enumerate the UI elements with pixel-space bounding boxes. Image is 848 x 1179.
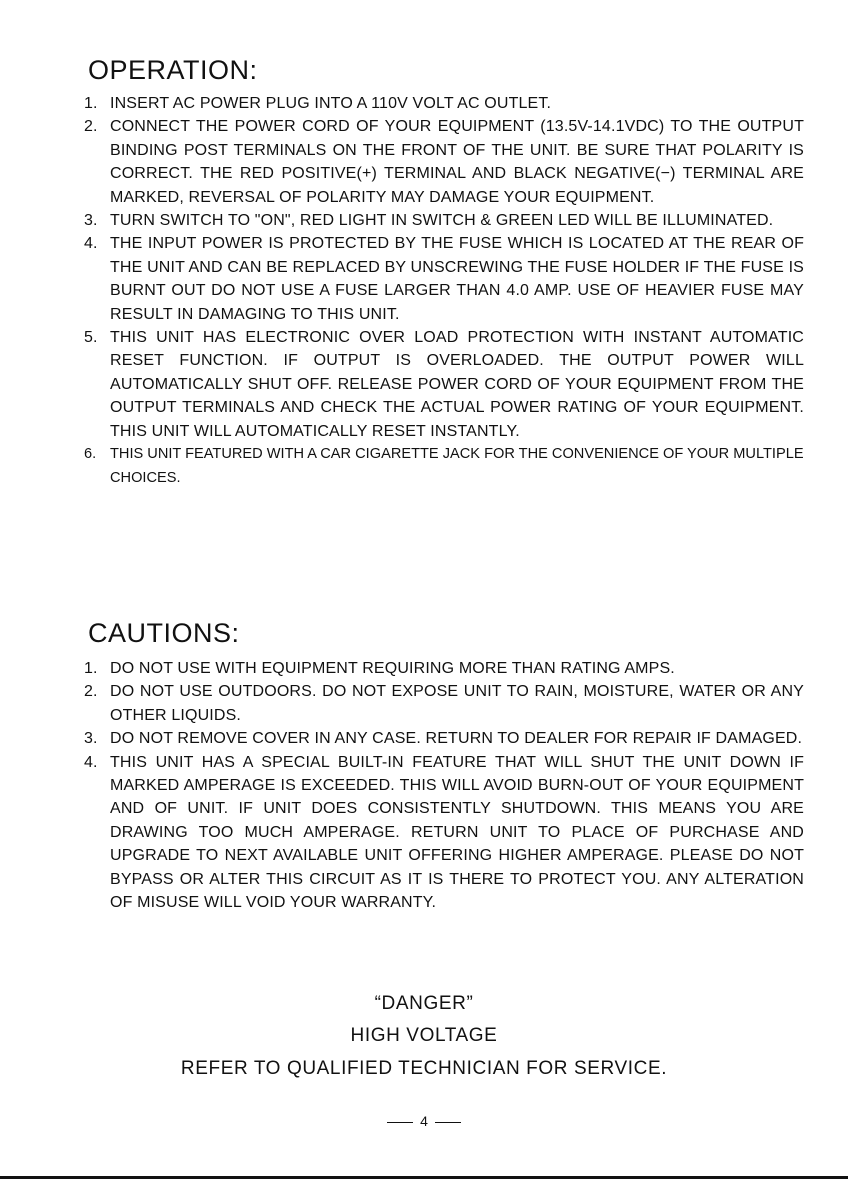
item-text: CONNECT THE POWER CORD OF YOUR EQUIPMENT (13.5V-14.1VDC) TO THE OUTPUT BINDING POST TERMINALS ON THE FRONT OF THE UNIT. BE SURE THAT POLARITY IS CORRECT. THE RED POSITIVE(+) TERMINAL AND BLACK NEGATIVE(−) TERMINAL ARE MARKED, REVERSAL OF POLARITY MAY DAMAGE YOUR EQUIPMENT. — [110, 118, 804, 206]
item-text: THE INPUT POWER IS PROTECTED BY THE FUSE WHICH IS LOCATED AT THE REAR OF THE UNIT AND CAN BE REPLACED BY UNSCREWING THE FUSE HOLDER IF THE FUSE IS BURNT OUT DO NOT USE A FUSE LARGER THAN 4.0 AMP. USE OF HEAVIER FUSE MAY RESULT IN DAMAGING TO THIS UNIT. — [110, 235, 804, 323]
caution-item-2 — [84, 680, 804, 727]
item-text: TURN SWITCH TO "ON", RED LIGHT IN SWITCH & GREEN LED WILL BE ILLUMINATED. — [110, 212, 774, 230]
rule-right — [435, 1122, 461, 1123]
operation-item-2 — [84, 115, 804, 209]
item-text: THIS UNIT HAS A SPECIAL BUILT-IN FEATURE THAT WILL SHUT THE UNIT DOWN IF MARKED AMPERAGE IS EXCEEDED. THIS WILL AVOID BURN-OUT OF YOUR EQUIPMENT AND OF UNIT. IF UNIT DOES CONSISTENTLY SHUTDOWN. THIS MEANS YOU ARE DRAWING TOO MUCH AMPERAGE. RETURN UNIT TO PLACE OF PURCHASE AND UPGRADE TO NEXT AVAILABLE UNIT OFFERING HIGHER AMPERAGE. PLEASE DO NOT BYPASS OR ALTER THIS CIRCUIT AS IT IS THERE TO PROTECT YOU. ANY ALTERATION OF MISUSE WILL VOID YOUR WARRANTY. — [110, 753, 804, 912]
page-number-value: 4 — [420, 1113, 428, 1129]
caution-item-1 — [84, 657, 804, 680]
item-text: DO NOT USE OUTDOORS. DO NOT EXPOSE UNIT TO RAIN, MOISTURE, WATER OR ANY OTHER LIQUIDS. — [110, 683, 804, 724]
item-number: 1. — [84, 95, 98, 112]
item-number: 4. — [84, 235, 98, 253]
item-text: INSERT AC POWER PLUG INTO A 110V VOLT AC OUTLET. — [110, 95, 552, 112]
caution-item-3 — [84, 727, 804, 750]
operation-item-1 — [84, 92, 804, 115]
item-text: DO NOT REMOVE COVER IN ANY CASE. RETURN TO DEALER FOR REPAIR IF DAMAGED. — [110, 730, 803, 748]
operation-list — [84, 92, 804, 490]
operation-item-6 — [84, 443, 804, 490]
operation-item-4 — [84, 232, 804, 326]
page-number — [0, 1113, 848, 1129]
cautions-list — [84, 657, 804, 914]
item-text: THIS UNIT HAS ELECTRONIC OVER LOAD PROTECTION WITH INSTANT AUTOMATIC RESET FUNCTION. IF OUTPUT IS OVERLOADED. THE OUTPUT POWER WILL AUTOMATICALLY SHUT OFF. RELEASE POWER CORD OF YOUR EQUIPMENT FROM THE OUTPUT TERMINALS AND CHECK THE ACTUAL POWER RATING OF YOUR EQUIPMENT. THIS UNIT WILL AUTOMATICALLY RESET INSTANTLY. — [110, 329, 804, 440]
cautions-heading: CAUTIONS: — [88, 618, 240, 648]
operation-item-5 — [84, 326, 804, 443]
item-number: 3. — [84, 212, 98, 230]
item-number: 2. — [84, 118, 98, 136]
item-number: 6. — [84, 446, 97, 463]
item-text: DO NOT USE WITH EQUIPMENT REQUIRING MORE THAN RATING AMPS. — [110, 660, 675, 677]
item-number: 3. — [84, 730, 98, 748]
operation-heading: OPERATION: — [88, 55, 258, 85]
item-number: 1. — [84, 660, 98, 677]
rule-left — [387, 1122, 413, 1123]
operation-item-3 — [84, 209, 804, 232]
danger-label: “DANGER” — [374, 993, 474, 1014]
service-notice: REFER TO QUALIFIED TECHNICIAN FOR SERVICE. — [180, 1058, 668, 1079]
caution-item-4 — [84, 751, 804, 915]
high-voltage-label: HIGH VOLTAGE — [350, 1025, 498, 1046]
item-text: THIS UNIT FEATURED WITH A CAR CIGARETTE JACK FOR THE CONVENIENCE OF YOUR MULTIPLE CHOICES. — [110, 446, 804, 486]
item-number: 2. — [84, 683, 98, 701]
item-number: 5. — [84, 329, 98, 347]
item-number: 4. — [84, 753, 98, 771]
